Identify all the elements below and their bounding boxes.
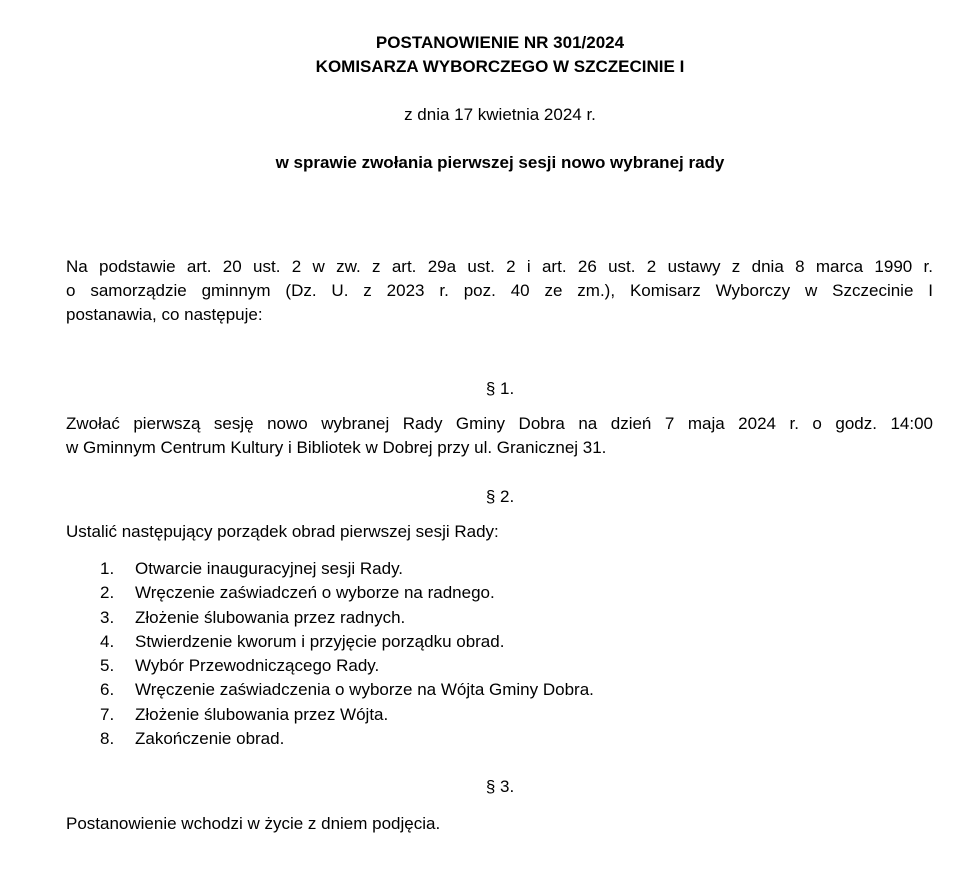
list-item-number: 5. [100,656,115,676]
list-item-text: Zakończenie obrad. [135,729,285,749]
document-date: z dnia 17 kwietnia 2024 r. [404,105,596,124]
section-1-line-2: w Gminnym Centrum Kultury i Bibliotek w Dobrej przy ul. Granicznej 31. [66,438,607,457]
document-subject: w sprawie zwołania pierwszej sesji nowo wybranej rady [275,153,725,172]
list-item-number: 8. [100,729,115,749]
list-item [100,557,594,581]
section-1-line-1: Zwołać pierwszą sesję nowo wybranej Rady Gminy Dobra na dzień 7 maja 2024 r. o godz. 14:00 [66,414,933,433]
list-item-number: 3. [100,607,115,627]
list-item-text: Otwarcie inauguracyjnej sesji Rady. [135,559,404,578]
list-item-text: Złożenie ślubowania przez radnych. [135,607,406,627]
preamble-line-2: o samorządzie gminnym (Dz. U. z 2023 r. poz. 40 ze zm.), Komisarz Wyborczy w Szczecinie I [66,281,933,300]
document-title-line-1: POSTANOWIENIE NR 301/2024 [375,33,625,52]
list-item-text: Stwierdzenie kworum i przyjęcie porządku obrad. [135,631,505,651]
list-item [100,703,594,727]
list-item-number: 7. [100,704,115,724]
list-item-number: 6. [100,680,115,700]
section-3-heading: § 3. [485,777,515,796]
list-item [100,606,594,630]
section-2-intro: Ustalić następujący porządek obrad pierwszej sesji Rady: [66,522,499,541]
agenda-list [100,557,594,751]
list-item-number: 2. [100,583,115,603]
list-item [100,581,594,605]
list-item [100,654,594,678]
preamble [66,255,933,327]
list-item [100,678,594,702]
list-item-text: Wręczenie zaświadczeń o wyborze na radnego. [135,583,495,603]
list-item-number: 1. [100,559,115,578]
section-2-heading: § 2. [485,487,515,506]
preamble-line-1: Na podstawie art. 20 ust. 2 w zw. z art. 29a ust. 2 i art. 26 ust. 2 ustawy z dnia 8 marca 1990 r. [66,257,933,276]
section-3-text: Postanowienie wchodzi w życie z dniem podjęcia. [66,814,441,833]
list-item [100,630,594,654]
list-item-text: Złożenie ślubowania przez Wójta. [135,704,389,724]
list-item-text: Wybór Przewodniczącego Rady. [135,656,380,676]
list-item-text: Wręczenie zaświadczenia o wyborze na Wójta Gminy Dobra. [135,680,594,700]
list-item [100,727,594,751]
section-1-text [66,412,933,460]
section-1-heading: § 1. [485,379,515,398]
preamble-line-3: postanawia, co następuje: [66,305,263,324]
list-item-number: 4. [100,631,115,651]
document-title-line-2: KOMISARZA WYBORCZEGO W SZCZECINIE I [315,57,685,76]
